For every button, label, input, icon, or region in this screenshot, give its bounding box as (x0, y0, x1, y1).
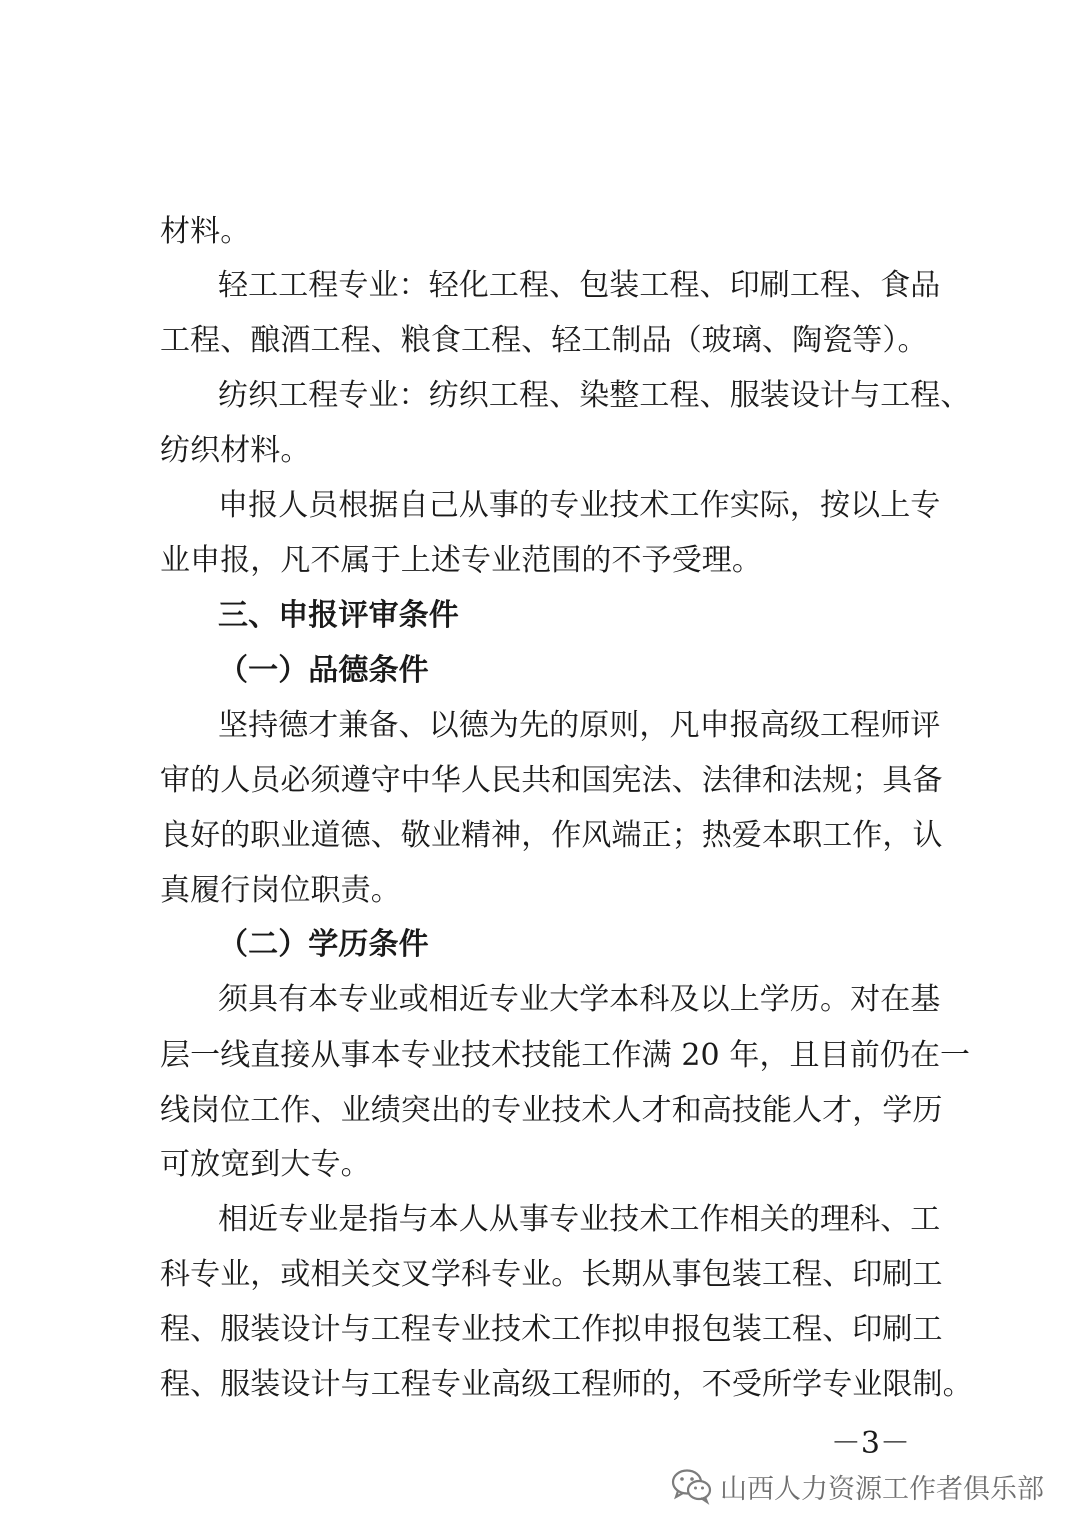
text-line: 轻工工程专业：轻化工程、包装工程、印刷工程、食品 (218, 268, 941, 303)
text-line: 程、服装设计与工程专业技术工作拟申报包装工程、印刷工 (160, 1312, 943, 1347)
text-line: 线岗位工作、业绩突出的专业技术人才和高技能人才，学历 (160, 1093, 943, 1128)
text-line: 工程、酿酒工程、粮食工程、轻工制品（玻璃、陶瓷等）。 (160, 323, 928, 358)
page-number: －3－ (830, 1426, 910, 1461)
text-line: 可放宽到大专。 (160, 1147, 371, 1182)
subsection-heading: （二）学历条件 (218, 927, 429, 962)
text-line: 良好的职业道德、敬业精神，作风端正；热爱本职工作，认 (160, 818, 943, 853)
watermark-text: 山西人力资源工作者俱乐部 (720, 1473, 1044, 1505)
watermark (670, 1464, 1044, 1508)
text-line: 真履行岗位职责。 (160, 873, 401, 908)
text-line: 审的人员必须遵守中华人民共和国宪法、法律和法规；具备 (160, 763, 943, 798)
text-line: 须具有本专业或相近专业大学本科及以上学历。对在基 (218, 982, 941, 1017)
subsection-heading: （一）品德条件 (218, 653, 429, 688)
text-line: 科专业，或相关交叉学科专业。长期从事包装工程、印刷工 (160, 1257, 943, 1292)
text-line: 纺织材料。 (160, 433, 311, 468)
text-line: 申报人员根据自己从事的专业技术工作实际，按以上专 (218, 488, 941, 523)
text-line: 材料。 (160, 214, 251, 249)
wechat-icon (670, 1466, 714, 1506)
text-line: 相近专业是指与本人从事专业技术工作相关的理科、工 (218, 1202, 941, 1237)
text-line: 坚持德才兼备、以德为先的原则，凡申报高级工程师评 (218, 708, 941, 743)
text-line: 纺织工程专业：纺织工程、染整工程、服装设计与工程、 (218, 378, 971, 413)
text-line: 程、服装设计与工程专业高级工程师的，不受所学专业限制。 (160, 1367, 973, 1402)
section-heading: 三、申报评审条件 (218, 598, 459, 633)
text-line: 业申报，凡不属于上述专业范围的不予受理。 (160, 543, 762, 578)
text-line: 层一线直接从事本专业技术技能工作满 20 年，且目前仍在一 (160, 1038, 971, 1073)
